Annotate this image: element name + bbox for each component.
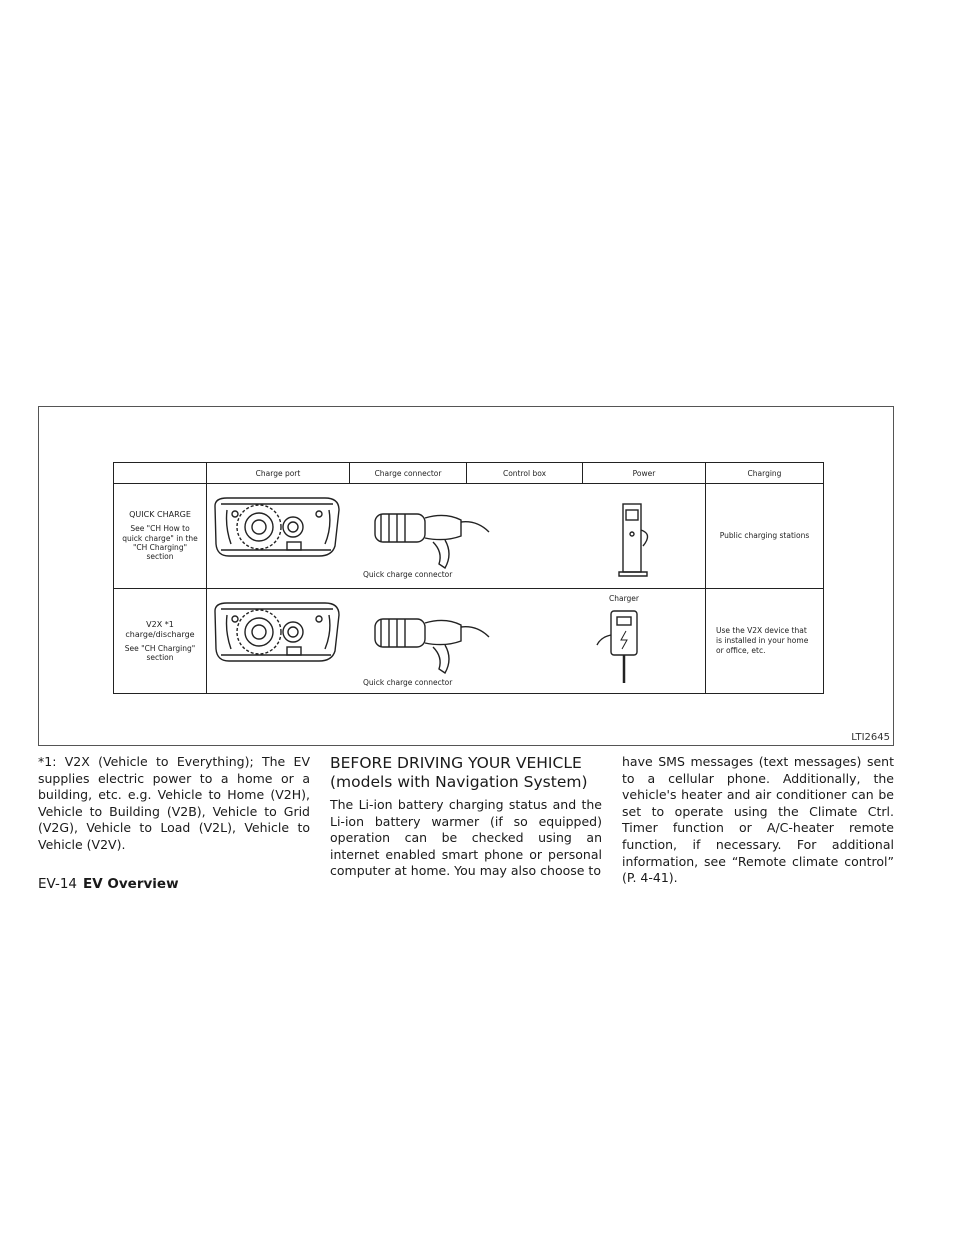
charging-figure xyxy=(38,406,894,746)
figure-id: LTI2645 xyxy=(851,732,890,743)
row-title: V2X *1 charge/discharge xyxy=(125,619,195,639)
footnote-text: *1: V2X (Vehicle to Everything); The EV supplies electric power to a home or a building, etc. e.g. Vehicle to Home (V2H), Vehicle to Building (V2B), Vehicle to Grid (V2G), Vehicle to Load (V2L), Vehicle to Vehicle (V2V). xyxy=(38,754,310,852)
header-charging: Charging xyxy=(706,463,824,484)
charger-label: Charger xyxy=(609,594,639,603)
charging-station-icon xyxy=(619,504,648,576)
section-body-part1: The Li-ion battery charging status and the Li-ion battery warmer (if so equipped) operation can be checked using an internet enabled smart phone or personal computer at home. You may also choose to xyxy=(330,797,602,879)
quick-charge-connector-icon xyxy=(375,619,489,673)
row-subtitle: See "CH How to quick charge" in the "CH Charging" section xyxy=(122,524,198,562)
charging-table xyxy=(113,462,824,694)
footer-section-title: EV Overview xyxy=(83,876,179,892)
header-empty xyxy=(114,463,207,484)
illustration-v2x xyxy=(207,589,706,694)
illustration-quick-charge xyxy=(207,484,706,589)
section-heading: BEFORE DRIVING YOUR VEHICLE (models with Navigation System) xyxy=(330,754,588,791)
table-row-v2x xyxy=(114,589,824,694)
wall-charger-icon xyxy=(597,611,637,683)
table-row-quick-charge xyxy=(114,484,824,589)
page-footer xyxy=(38,876,179,892)
header-charge-connector: Charge connector xyxy=(350,463,467,484)
connector-label: Quick charge connector xyxy=(363,678,453,687)
charging-public-stations: Public charging stations xyxy=(706,484,824,589)
row-label-quick-charge xyxy=(114,484,207,589)
quick-charge-connector-icon xyxy=(375,514,489,568)
charge-port-icon xyxy=(215,498,339,556)
continuation-column xyxy=(622,754,894,887)
row-subtitle: See "CH Charging" section xyxy=(124,643,196,662)
section-column xyxy=(330,754,602,880)
page-number: EV-14 xyxy=(38,876,78,892)
footnote-column xyxy=(38,754,310,854)
v2x-illustration xyxy=(207,589,706,694)
quick-charge-illustration xyxy=(207,484,706,589)
table-header-row xyxy=(114,463,824,484)
row-label-v2x xyxy=(114,589,207,694)
header-charge-port: Charge port xyxy=(207,463,350,484)
row-title: QUICK CHARGE xyxy=(129,510,191,520)
connector-label: Quick charge connector xyxy=(363,570,453,579)
header-power: Power xyxy=(583,463,706,484)
section-body-part2: have SMS messages (text messages) sent to a cellular phone. Additionally, the vehicle's heater and air conditioner can be set to operate using the Climate Ctrl. Timer function or A/C-heater remote function, if necessary. For additional information, see “Remote climate control” (P. 4-41). xyxy=(622,754,894,886)
charging-v2x-device: Use the V2X device that is installed in your home or office, etc. xyxy=(706,589,824,694)
header-control-box: Control box xyxy=(467,463,583,484)
charge-port-icon xyxy=(215,603,339,661)
